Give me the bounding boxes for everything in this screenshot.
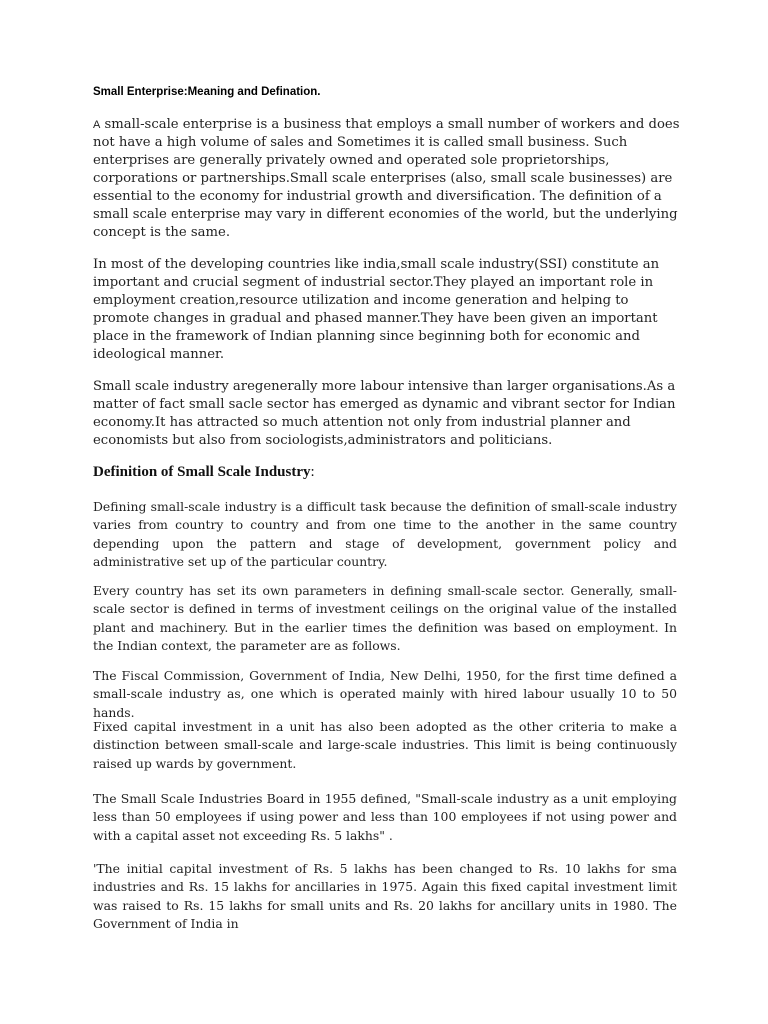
definition-paragraph-3: The Fiscal Commission, Government of India, New Delhi, 1950, for the first time defined a small-scale industry as, one which is operated mainly with hired labour usually 10 to 50 hands. xyxy=(93,668,677,720)
drop-letter: A xyxy=(93,119,101,131)
section-heading-text: Definition of Small Scale Industry xyxy=(93,464,311,480)
definition-paragraph-1: Defining small-scale industry is a difficult task because the definition of small-scale industry varies from country to country and from one time to the another in the same country depending upon the pattern and stage of development, government policy and administrative set up of the particular country. xyxy=(93,499,677,570)
intro-paragraph-1 xyxy=(93,116,688,242)
definition-paragraph-5: The Small Scale Industries Board in 1955 defined, "Small-scale industry as a unit employing less than 50 employees if using power and less than 100 employees if not using power and with a capital asset not exceeding Rs. 5 lakhs" . xyxy=(93,791,677,843)
paragraph-text: small-scale enterprise is a business that employs a small number of workers and does not have a high volume of sales and Sometimes it is called small business. Such enterprises are generally privately owned and operated sole proprietorships, corporations or partnerships.Small scale enterprises (also, small scale businesses) are essential to the economy for industrial growth and diversification. The definition of a small scale enterprise may vary in different economies of the world, but the underlying concept is the same. xyxy=(93,117,680,240)
definition-paragraph-4: Fixed capital investment in a unit has also been adopted as the other criteria to make a distinction between small-scale and large-scale industries. This limit is being continuously raised up wards by government. xyxy=(93,719,677,771)
intro-paragraph-2: In most of the developing countries like india,small scale industry(SSI) constitute an important and crucial segment of industrial sector.They played an important role in employment creation,resource utilization and income generation and helping to promote changes in gradual and phased manner.They have been given an important place in the framework of Indian planning since beginning both for economic and ideological manner. xyxy=(93,257,660,362)
document-title: Small Enterprise:Meaning and Defination. xyxy=(93,86,321,98)
section-heading xyxy=(93,464,315,481)
section-heading-colon: : xyxy=(310,464,315,480)
definition-paragraph-2: Every country has set its own parameters in defining small-scale sector. Generally, small-scale sector is defined in terms of investment ceilings on the original value of the installed plant and machinery. But in the earlier times the definition was based on employment. In the Indian context, the parameter are as follows. xyxy=(93,583,677,654)
definition-paragraph-6: 'The initial capital investment of Rs. 5 lakhs has been changed to Rs. 10 lakhs for sma industries and Rs. 15 lakhs for ancillaries in 1975. Again this fixed capital investment limit was raised to Rs. 15 lakhs for small units and Rs. 20 lakhs for ancillary units in 1980. The Government of India in xyxy=(93,861,677,932)
intro-paragraph-3: Small scale industry aregenerally more labour intensive than larger organisations.As a matter of fact small sacle sector has emerged as dynamic and vibrant sector for Indian economy.It has attracted so much attention not only from industrial planner and economists but also from sociologists,administrators and politicians. xyxy=(93,379,676,448)
